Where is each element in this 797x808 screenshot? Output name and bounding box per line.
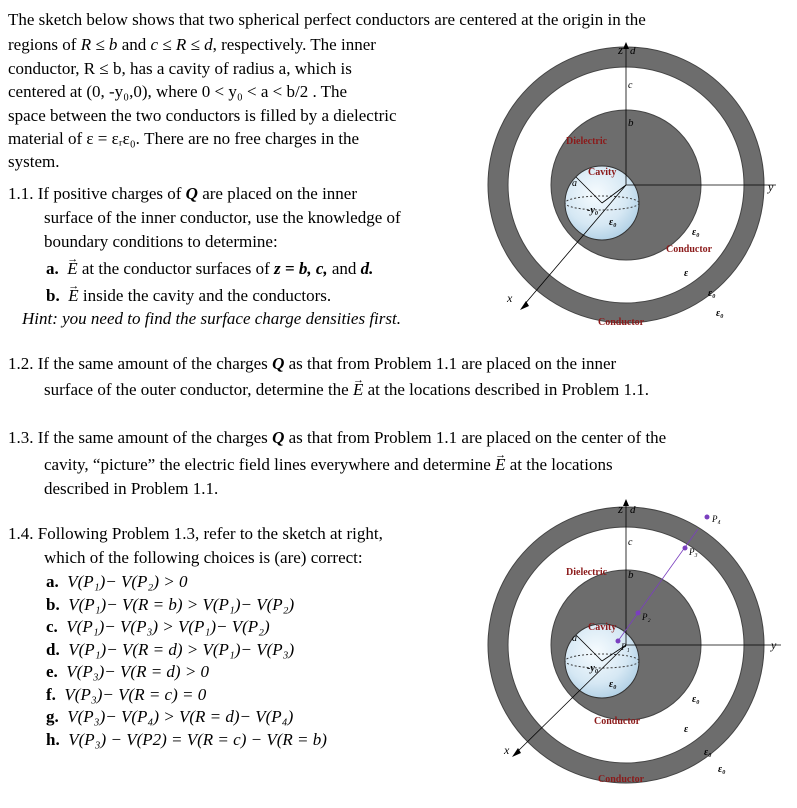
cavity-label: Cavity (588, 622, 617, 633)
intro-line-5: space between the two conductors is filled by a dielectric (8, 106, 397, 125)
intro-line-7: system. (8, 152, 60, 171)
p2-label: P₂ (642, 612, 651, 622)
p14-line-2: which of the following choices is (are) correct: (44, 548, 363, 567)
point-p1 (616, 639, 621, 644)
intro-line-2: regions of R ≤ b and c ≤ R ≤ d, respectively. The inner (8, 35, 376, 54)
choice-expression: V(P₁)− V(R = d) > V(P₁)− V(P₃) (68, 639, 295, 659)
p14-choice-item (46, 615, 270, 638)
p14-line-1: 1.4. Following Problem 1.3, refer to the sketch at right, (8, 524, 383, 543)
z-axis-arrow-icon (623, 499, 629, 506)
p12-line-1: 1.2. If the same amount of the charges Q as that from Problem 1.1 are placed on the inner (8, 354, 617, 373)
choice-expression: V(P₁)− V(P₂) > 0 (67, 572, 188, 591)
eps-label: ε (684, 724, 689, 735)
minus-y0-label: -y₀ (587, 663, 599, 674)
z-label: z (618, 42, 624, 57)
outer-conductor-label: Conductor (598, 317, 645, 328)
x-label: x (507, 291, 513, 305)
choice-label: g. (46, 707, 59, 726)
p11-item-a: a. → E at the conductor surfaces of z = b, c, and d. (46, 257, 373, 280)
eps0-label-b: ε₀ (704, 747, 712, 758)
p12-line-2: surface of the outer conductor, determine the → E at the locations described in Problem 1.1. (44, 378, 649, 401)
choice-expression: V(P₁)− V(R = b) > V(P₁)− V(P₂) (68, 594, 295, 614)
p14-choice-item (46, 683, 206, 706)
y-label: y (771, 638, 777, 652)
choice-expression: V(P₃)− V(P₄) > V(R = d)− V(P₄) (67, 707, 294, 726)
choice-label: a. (46, 572, 59, 591)
p11-line-3: boundary conditions to determine: (44, 232, 278, 251)
eps0-label-c: ε₀ (718, 764, 726, 775)
x-label: x (504, 743, 510, 757)
p11-hint: Hint: you need to find the surface charge densities first. (22, 309, 401, 328)
a-label: a (572, 633, 577, 644)
inner-conductor-label: Conductor (594, 716, 641, 727)
p13-line-1: 1.3. If the same amount of the charges Q as that from Problem 1.1 are placed on the center of the (8, 428, 667, 447)
x-axis-arrow-icon (520, 301, 529, 310)
p14-choice-item (46, 638, 294, 661)
p3-label: P₃ (689, 547, 698, 557)
p11-item-b: b. → E inside the cavity and the conductors. (46, 284, 331, 307)
choice-label: b. (46, 594, 60, 614)
p11-line-2: surface of the inner conductor, use the knowledge of (44, 208, 401, 227)
p13-line-3: described in Problem 1.1. (44, 479, 219, 498)
b-label: b (628, 569, 634, 581)
outer-conductor-label: Conductor (598, 774, 645, 785)
p11-line-1: 1.1. If positive charges of Q are placed on the inner (8, 184, 358, 203)
dielectric-label: Dielectric (566, 136, 608, 147)
choice-label: h. (46, 729, 60, 749)
a-label: a (572, 178, 577, 189)
p14-choice-item (46, 660, 209, 683)
z-label: z (618, 501, 624, 516)
choice-label: d. (46, 639, 60, 659)
choice-expression: V(P₃)− V(R = c) = 0 (64, 684, 207, 704)
p14-choice-item (46, 570, 187, 593)
cavity-eps0-label: ε₀ (609, 679, 617, 690)
cavity-eps0-label: ε₀ (609, 217, 617, 228)
choice-label: c. (46, 617, 58, 636)
p14-choice-item (46, 593, 294, 616)
figure-2-sketch (476, 497, 781, 802)
intro-line-6: material of ε = εᵣε₀. There are no free charges in the (8, 129, 360, 148)
d-label: d (630, 45, 636, 57)
choice-label: e. (46, 662, 58, 681)
d-label: d (630, 504, 636, 516)
c-label: c (628, 537, 633, 548)
p1-label: P₁ (621, 642, 630, 652)
p14-choice-item (46, 728, 327, 751)
eps0-label-a: ε₀ (692, 694, 700, 705)
inner-conductor-label: Conductor (666, 244, 713, 255)
point-p3 (683, 546, 688, 551)
eps0-label-b: ε₀ (708, 288, 716, 299)
intro-line-1: The sketch below shows that two spherical perfect conductors are centered at the origin in the (8, 10, 646, 29)
point-p4 (705, 515, 710, 520)
intro-line-4: centered at (0, -y₀,0), where 0 < y₀ < a < b/2 . The (8, 82, 348, 101)
p4-label: P₄ (712, 514, 721, 524)
choice-expression: V(P₃)− V(R = d) > 0 (66, 662, 210, 681)
p13-line-2: cavity, “picture” the electric field lines everywhere and determine → E at the locations (44, 453, 613, 476)
minus-y0-label: -y₀ (587, 205, 599, 216)
choice-expression: V(P₁)− V(P₃) > V(P₁)− V(P₂) (66, 617, 270, 636)
figure-1-sketch (476, 40, 776, 340)
dielectric-label: Dielectric (566, 567, 608, 578)
eps0-label-c: ε₀ (716, 308, 724, 319)
c-label: c (628, 80, 633, 91)
z-axis-arrow-icon (623, 42, 629, 49)
cavity-label: Cavity (588, 167, 617, 178)
eps0-label-a: ε₀ (692, 227, 700, 238)
intro-line-3: conductor, R ≤ b, has a cavity of radius a, which is (8, 59, 352, 78)
y-label: y (768, 180, 774, 194)
point-p2 (636, 611, 641, 616)
choice-expression: V(P₃) − V(P2) = V(R = c) − V(R = b) (68, 729, 327, 749)
b-label: b (628, 117, 634, 129)
p14-choice-item (46, 705, 293, 728)
eps-label: ε (684, 268, 689, 279)
choice-label: f. (46, 684, 56, 704)
